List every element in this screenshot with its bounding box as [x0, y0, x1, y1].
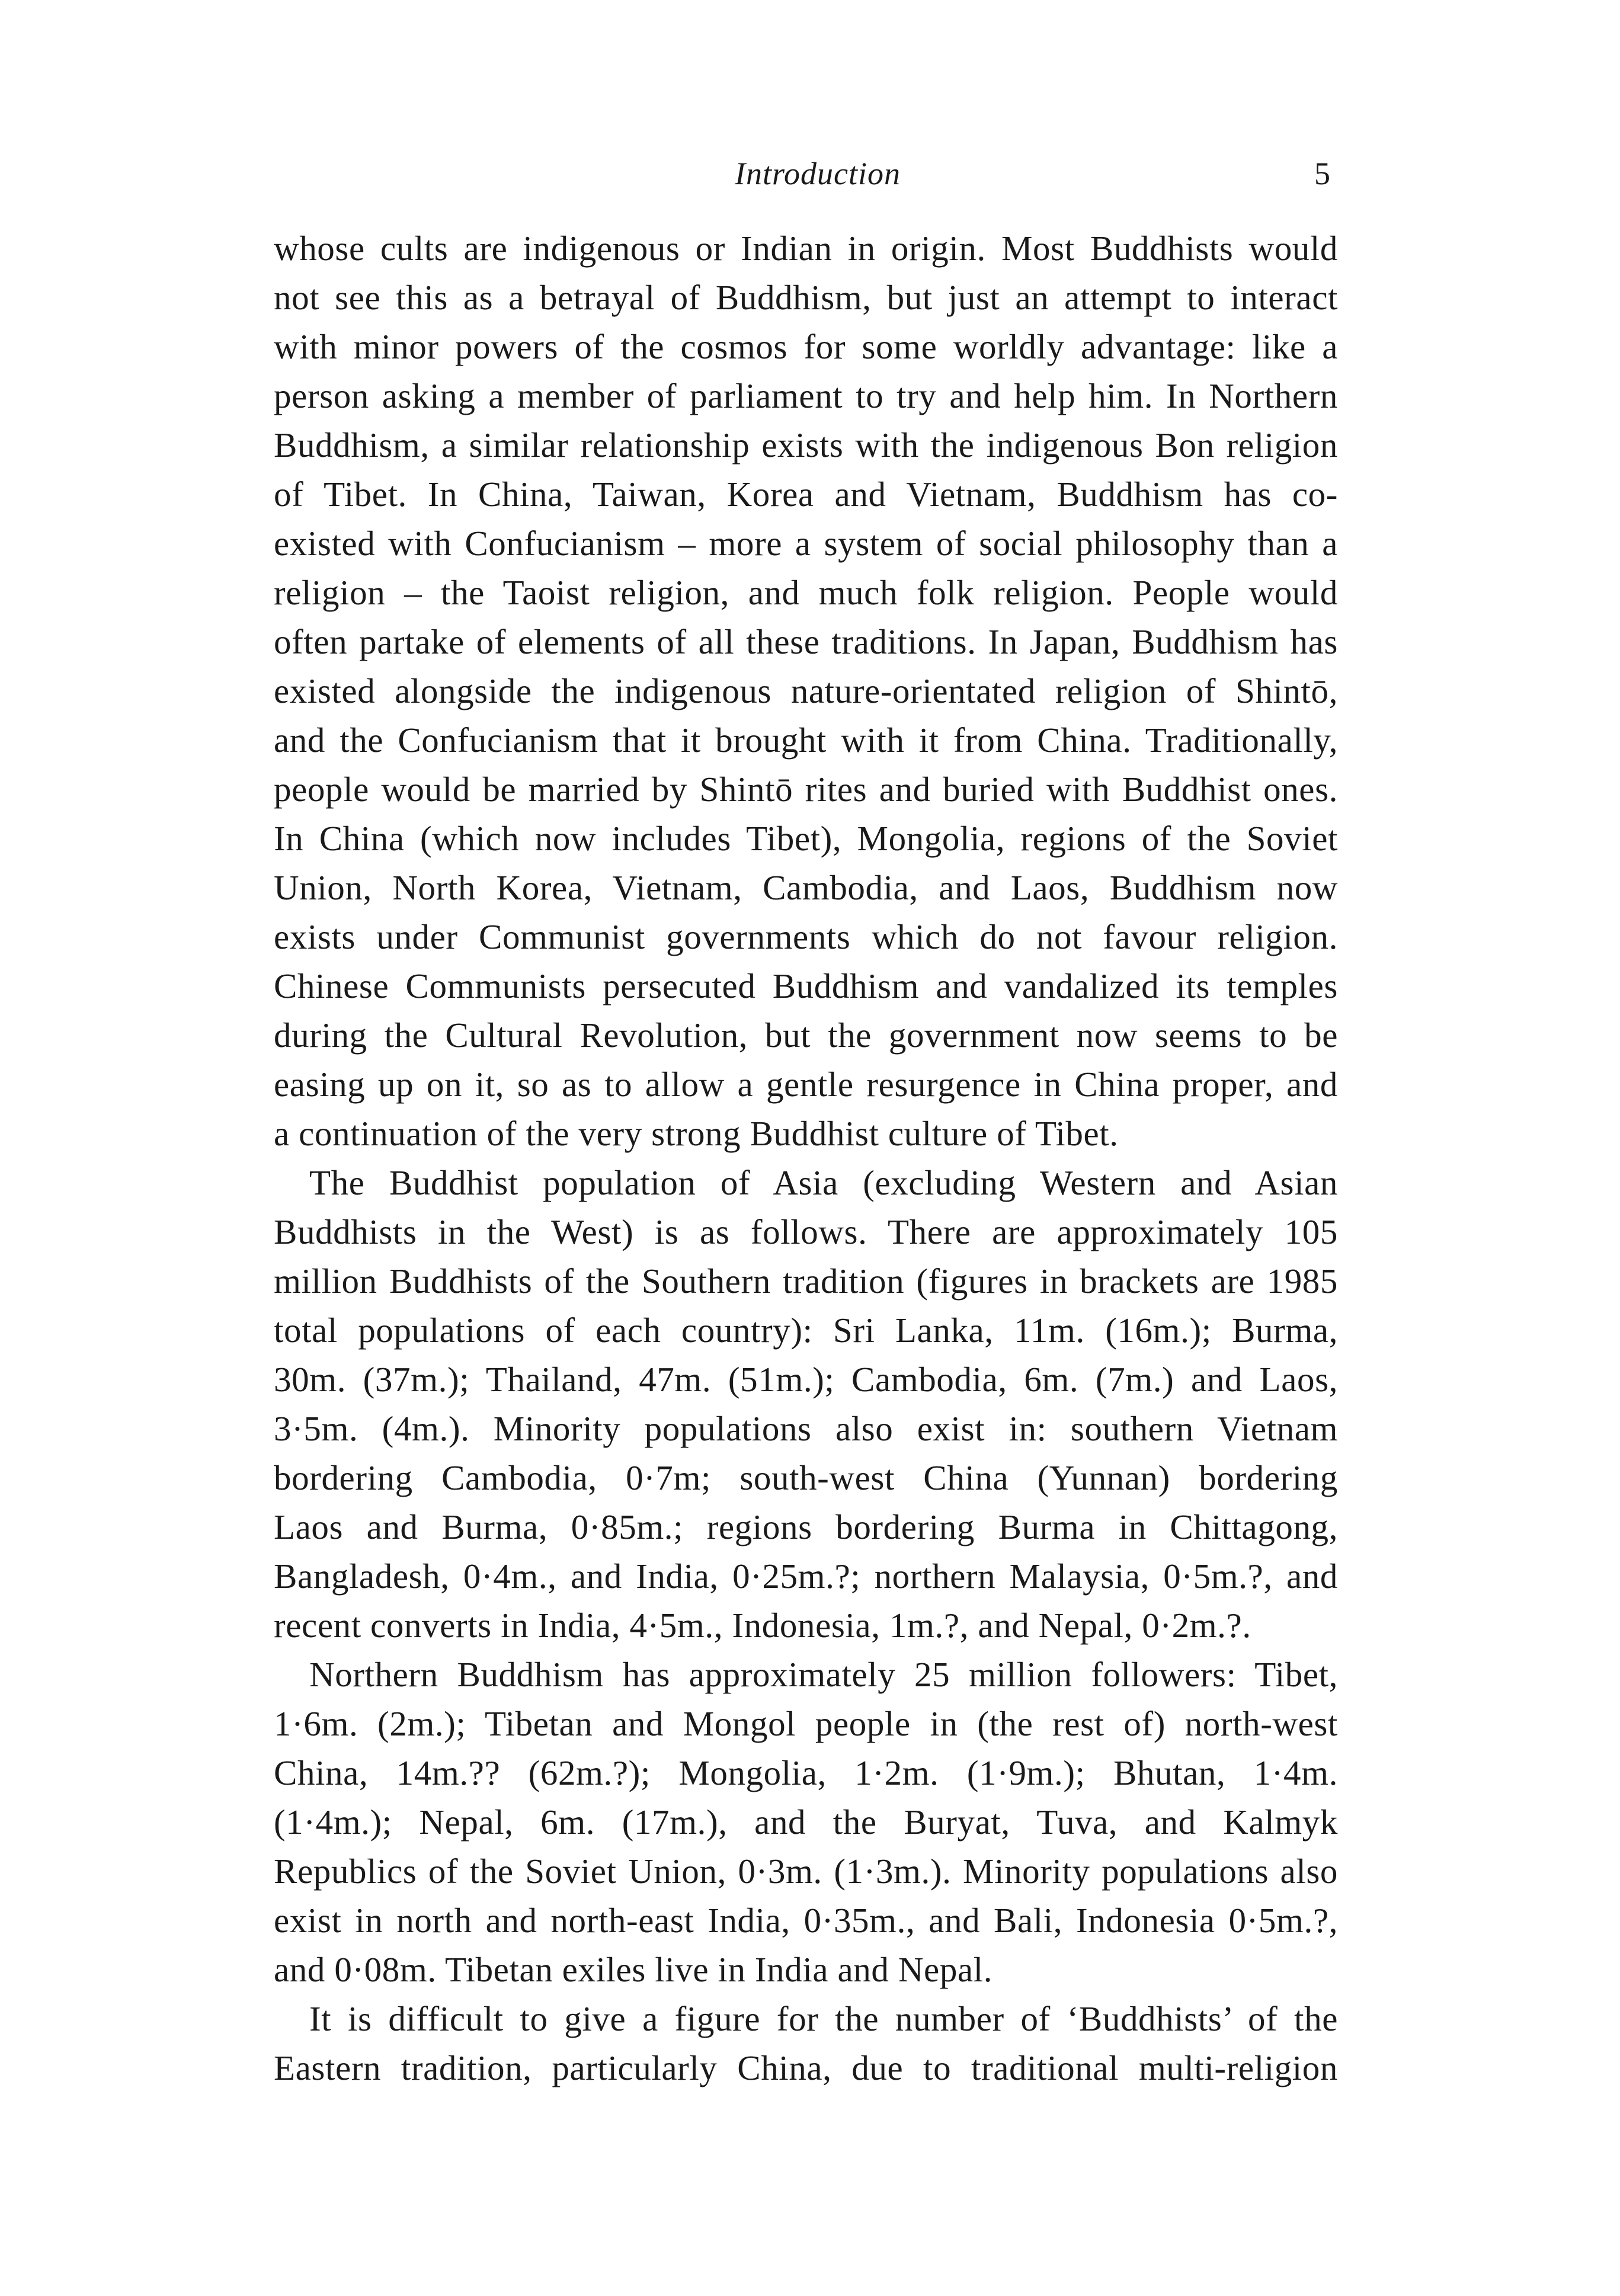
body-text — [274, 224, 1338, 2093]
text-line: during the Cultural Revolution, but the government now seems to be — [274, 1016, 1338, 1055]
text-line: Union, North Korea, Vietnam, Cambodia, and Laos, Buddhism now — [274, 868, 1338, 907]
text-line: often partake of elements of all these traditions. In Japan, Buddhism has — [274, 622, 1338, 661]
text-line: In China (which now includes Tibet), Mongolia, regions of the Soviet — [274, 819, 1338, 858]
text-line: and the Confucianism that it brought with it from China. Traditionally, — [274, 720, 1338, 760]
page-number: 5 — [1314, 156, 1330, 191]
text-line: 3·5m. (4m.). Minority populations also exist in: southern Vietnam — [274, 1409, 1338, 1448]
text-line: people would be married by Shintō rites and buried with Buddhist ones. — [274, 770, 1338, 809]
text-line: not see this as a betrayal of Buddhism, but just an attempt to interact — [274, 278, 1338, 317]
text-line: It is difficult to give a figure for the number of ‘Buddhists’ of the — [309, 1999, 1338, 2038]
text-line: existed with Confucianism – more a system of social philosophy than a — [274, 524, 1338, 563]
text-line: easing up on it, so as to allow a gentle resurgence in China proper, and — [274, 1065, 1338, 1104]
text-line: of Tibet. In China, Taiwan, Korea and Vietnam, Buddhism has co- — [274, 475, 1338, 514]
text-line: Eastern tradition, particularly China, due to traditional multi-religion — [274, 2048, 1338, 2087]
text-line: bordering Cambodia, 0·7m; south-west China (Yunnan) bordering — [274, 1458, 1338, 1497]
text-line: total populations of each country): Sri Lanka, 11m. (16m.); Burma, — [274, 1311, 1338, 1350]
text-line: whose cults are indigenous or Indian in origin. Most Buddhists would — [274, 229, 1338, 268]
text-line: China, 14m.?? (62m.?); Mongolia, 1·2m. (1·9m.); Bhutan, 1·4m. — [274, 1753, 1338, 1792]
text-line: Chinese Communists persecuted Buddhism and vandalized its temples — [274, 966, 1338, 1005]
text-line: religion – the Taoist religion, and much folk religion. People would — [274, 573, 1338, 612]
text-line: Northern Buddhism has approximately 25 million followers: Tibet, — [309, 1655, 1338, 1694]
running-head: Introduction — [735, 156, 901, 191]
text-line: Bangladesh, 0·4m., and India, 0·25m.?; northern Malaysia, 0·5m.?, and — [274, 1557, 1338, 1596]
text-line: 1·6m. (2m.); Tibetan and Mongol people in (the rest of) north-west — [274, 1704, 1338, 1743]
text-line: with minor powers of the cosmos for some worldly advantage: like a — [274, 327, 1338, 366]
text-line: The Buddhist population of Asia (excluding Western and Asian — [309, 1163, 1338, 1202]
text-line: recent converts in India, 4·5m., Indonesia, 1m.?, and Nepal, 0·2m.?. — [274, 1606, 1251, 1645]
text-line: existed alongside the indigenous nature-orientated religion of Shintō, — [274, 671, 1338, 710]
text-line: 30m. (37m.); Thailand, 47m. (51m.); Cambodia, 6m. (7m.) and Laos, — [274, 1360, 1338, 1399]
text-line: Buddhism, a similar relationship exists with the indigenous Bon religion — [274, 425, 1338, 465]
text-line: exists under Communist governments which do not favour religion. — [274, 917, 1338, 956]
text-line: exist in north and north-east India, 0·35m., and Bali, Indonesia 0·5m.?, — [274, 1901, 1338, 1940]
text-line: and 0·08m. Tibetan exiles live in India and Nepal. — [274, 1950, 993, 1989]
text-line: million Buddhists of the Southern tradition (figures in brackets are 1985 — [274, 1261, 1338, 1301]
text-line: Republics of the Soviet Union, 0·3m. (1·3m.). Minority populations also — [274, 1852, 1338, 1891]
text-line: person asking a member of parliament to try and help him. In Northern — [274, 376, 1338, 415]
text-line: (1·4m.); Nepal, 6m. (17m.), and the Buryat, Tuva, and Kalmyk — [274, 1802, 1338, 1842]
text-line: Laos and Burma, 0·85m.; regions bordering Burma in Chittagong, — [274, 1507, 1338, 1546]
text-line: Buddhists in the West) is as follows. There are approximately 105 — [274, 1212, 1338, 1251]
text-line: a continuation of the very strong Buddhist culture of Tibet. — [274, 1114, 1119, 1153]
